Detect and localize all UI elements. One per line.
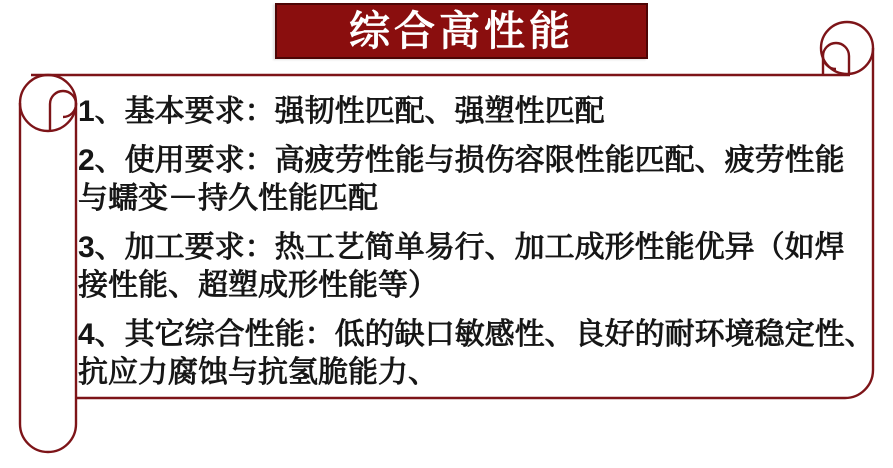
list-item-line: 3、加工要求：热工艺简单易行、加工成形性能优异（如焊 [78,231,845,264]
requirements-list [78,93,875,403]
list-item-line: 抗应力腐蚀与抗氢脆能力、 [78,356,438,389]
scroll-left-curl-inner [50,91,76,130]
list-item [78,93,868,131]
list-item-line: 与蠕变－持久性能匹配 [78,182,378,215]
scroll-left-tube-bottom [20,424,76,452]
scroll-right-curl-inner [823,43,849,74]
list-item-line: 接性能、超塑成形性能等） [78,269,438,302]
title-banner [275,3,648,59]
list-item [78,142,868,218]
list-item-line: 1、基本要求：强韧性匹配、强塑性匹配 [78,95,605,128]
list-item [78,229,868,305]
list-item-line: 4、其它综合性能：低的缺口敏感性、良好的耐环境稳定性、 [78,318,875,351]
list-item [78,316,875,392]
scroll-left-curl-outer [20,75,76,131]
page-title: 综合高性能 [349,7,574,54]
list-item-line: 2、使用要求：高疲劳性能与损伤容限性能匹配、疲劳性能 [78,144,845,177]
